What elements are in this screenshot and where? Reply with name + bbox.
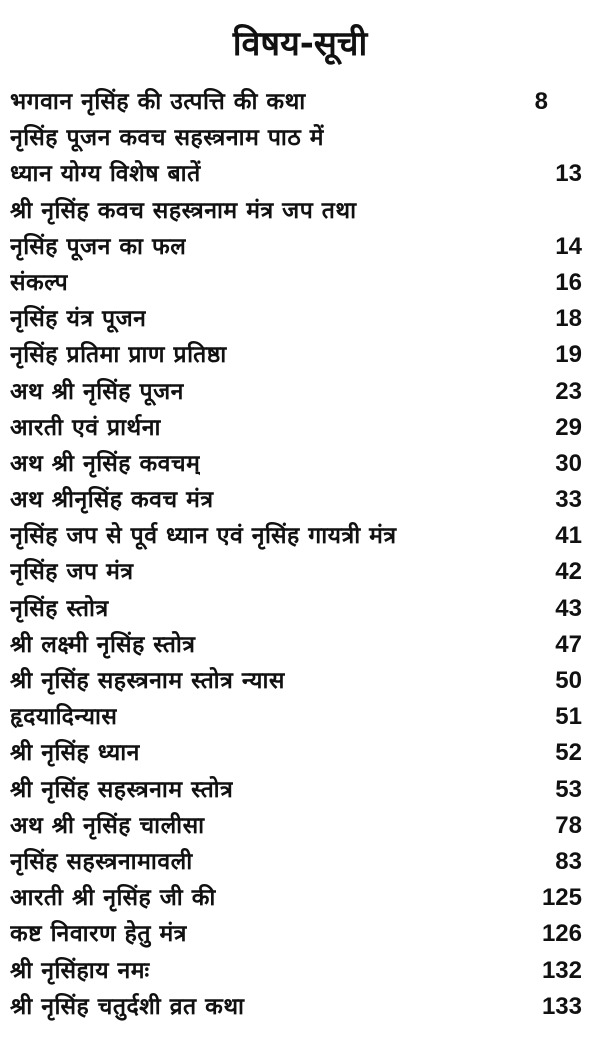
toc-line xyxy=(10,265,582,301)
toc-page-number: 13 xyxy=(555,160,582,188)
toc-line xyxy=(10,410,582,446)
toc-entry-text: नृसिंह पूजन कवच सहस्त्रनाम पाठ में xyxy=(10,125,324,152)
toc-line xyxy=(10,482,582,518)
toc-page-number: 52 xyxy=(555,739,582,767)
toc-entry-text: श्री नृसिंह ध्यान xyxy=(10,740,140,767)
toc-page-number: 47 xyxy=(555,630,582,658)
toc-page-number: 41 xyxy=(555,522,582,550)
toc-entry-text: अथ श्री नृसिंह पूजन xyxy=(10,378,184,405)
toc-entry-text: नृसिंह जप से पूर्व ध्यान एवं नृसिंह गायत्री मंत्र xyxy=(10,523,397,550)
toc-line xyxy=(10,156,582,192)
toc-list xyxy=(10,84,582,1025)
toc-line xyxy=(10,337,582,373)
toc-page-number: 14 xyxy=(555,232,582,260)
toc-entry-text: हृदयादिन्यास xyxy=(10,704,118,731)
toc-page-number: 83 xyxy=(555,847,582,875)
toc-page-number: 125 xyxy=(541,884,582,912)
toc-line xyxy=(10,880,582,916)
toc-entry-text: श्री नृसिंह सहस्त्रनाम स्तोत्र xyxy=(10,776,234,803)
toc-entry-text: श्री नृसिंह चतुर्दशी व्रत कथा xyxy=(10,993,245,1020)
toc-line xyxy=(10,627,582,663)
toc-line xyxy=(10,699,582,735)
toc-line xyxy=(10,916,582,952)
toc-line xyxy=(10,374,582,410)
toc-entry-text: नृसिंह स्तोत्र xyxy=(10,595,109,622)
toc-line xyxy=(10,229,582,265)
toc-entry-text: आरती श्री नृसिंह जी की xyxy=(10,885,216,912)
toc-page-number: 18 xyxy=(555,305,582,333)
toc-line xyxy=(10,518,582,554)
toc-line xyxy=(10,554,582,590)
toc-line xyxy=(10,989,582,1025)
toc-page-number: 8 xyxy=(534,88,548,115)
toc-entry-text: ध्यान योग्य विशेष बातें xyxy=(10,161,201,188)
toc-entry-text: आरती एवं प्रार्थना xyxy=(10,414,161,441)
toc-entry-text: अथ श्री नृसिंह चालीसा xyxy=(10,812,205,839)
toc-entry-text: नृसिंह सहस्त्रनामावली xyxy=(10,848,193,875)
toc-page-number: 30 xyxy=(555,449,582,477)
toc-page-number: 78 xyxy=(555,811,582,839)
toc-page-number: 50 xyxy=(555,667,582,694)
toc-page-number: 126 xyxy=(541,920,582,948)
toc-entry-text: अथ श्री नृसिंह कवचम् xyxy=(10,450,201,477)
toc-line xyxy=(10,772,582,808)
toc-line xyxy=(10,84,582,120)
toc-line xyxy=(10,446,582,482)
toc-entry-text: संकल्प xyxy=(10,269,69,296)
toc-entry-text: कष्ट निवारण हेतु मंत्र xyxy=(10,921,187,948)
toc-entry-text: नृसिंह यंत्र पूजन xyxy=(10,306,147,333)
toc-entry-text: श्री नृसिंह कवच सहस्त्रनाम मंत्र जप तथा xyxy=(10,197,357,224)
toc-page-number: 29 xyxy=(555,413,582,441)
toc-page-number: 53 xyxy=(555,775,582,803)
toc-entry-text: श्री लक्ष्मी नृसिंह स्तोत्र xyxy=(10,631,196,658)
toc-line xyxy=(10,663,582,699)
toc-page-number: 133 xyxy=(541,992,582,1020)
toc-entry-text: नृसिंह पूजन का फल xyxy=(10,233,187,260)
toc-page-number: 33 xyxy=(555,486,582,514)
toc-page-number: 42 xyxy=(555,558,582,586)
toc-line xyxy=(10,193,582,229)
toc-entry-text: श्री नृसिंह सहस्त्रनाम स्तोत्र न्यास xyxy=(10,668,285,694)
toc-line xyxy=(10,735,582,771)
toc-entry-text: नृसिंह जप मंत्र xyxy=(10,559,134,586)
toc-line xyxy=(10,120,582,156)
toc-page-number: 16 xyxy=(555,268,582,296)
toc-page-number: 132 xyxy=(541,956,582,984)
toc-entry-text: नृसिंह प्रतिमा प्राण प्रतिष्ठा xyxy=(10,342,227,369)
toc-line xyxy=(10,844,582,880)
toc-line xyxy=(10,301,582,337)
toc-page-number: 43 xyxy=(555,594,582,622)
toc-line xyxy=(10,591,582,627)
toc-page-number: 19 xyxy=(555,341,582,369)
toc-entry-text: अथ श्रीनृसिंह कवच मंत्र xyxy=(10,487,214,514)
toc-page-number: 51 xyxy=(555,703,582,731)
page-title: विषय-सूची xyxy=(232,24,368,64)
toc-entry-text: भगवान नृसिंह की उत्पत्ति की कथा xyxy=(10,89,306,115)
toc-line xyxy=(10,953,582,989)
toc-page-number: 23 xyxy=(555,377,582,405)
toc-entry-text: श्री नृसिंहाय नमः xyxy=(10,957,150,984)
toc-line xyxy=(10,808,582,844)
